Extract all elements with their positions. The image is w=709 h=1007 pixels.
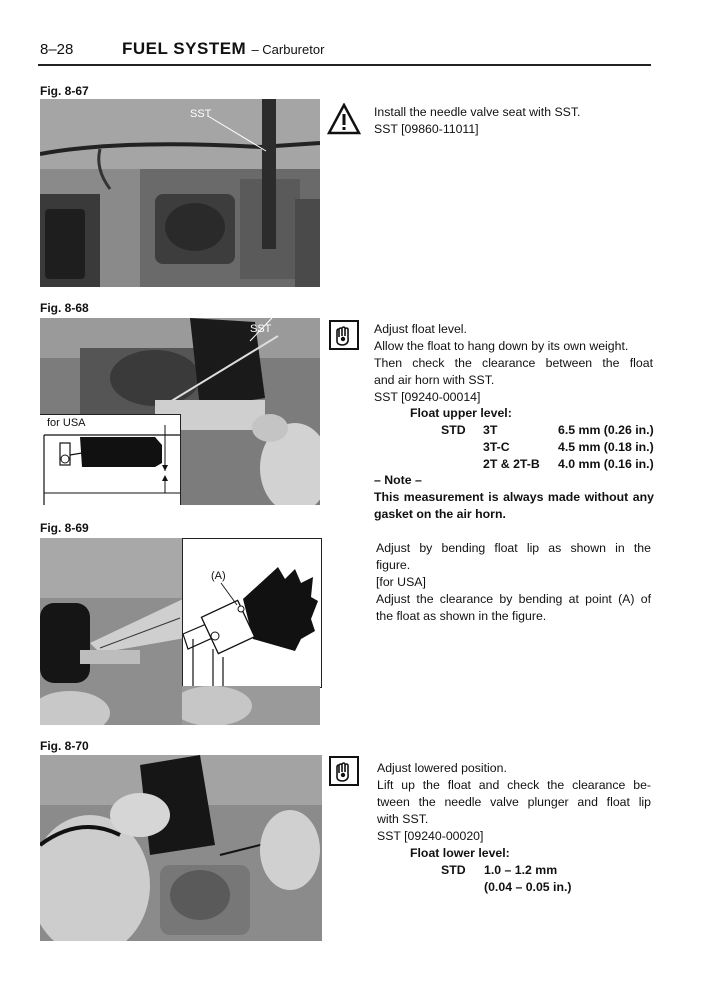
step-4-line: tween the needle valve plunger and float lip <box>377 795 651 809</box>
step-2-sst: SST [09240-00014] <box>374 390 481 404</box>
warning-triangle-icon <box>327 103 361 135</box>
note-line: gasket on the air horn. <box>374 507 506 521</box>
spec-heading: Float upper level: <box>410 406 512 420</box>
fig-8-69-diagram <box>182 538 322 688</box>
hand-check-icon <box>329 756 359 786</box>
fig-8-68-label: Fig. 8-68 <box>40 301 89 315</box>
step-3-line: figure. <box>376 558 411 572</box>
step-4-line: with SST. <box>377 812 429 826</box>
page-number: 8–28 <box>40 41 74 58</box>
fig-8-67-photo <box>40 99 320 287</box>
step-3-text <box>376 540 651 625</box>
for-usa-label: for USA <box>47 417 86 429</box>
step-3-line: [for USA] <box>376 575 426 589</box>
spec-value: 1.0 – 1.2 mm <box>484 863 558 877</box>
sst-callout: SST <box>250 323 272 335</box>
section-name: FUEL SYSTEM <box>122 39 247 58</box>
step-2-line: Adjust float level. <box>374 322 467 336</box>
header-rule <box>38 64 651 66</box>
section-subtitle: – Carburetor <box>251 42 325 57</box>
note-title: – Note – <box>374 473 422 487</box>
step-3-line: the float as shown in the figure. <box>376 609 547 623</box>
step-3-line: Adjust by bending float lip as shown in the <box>376 541 651 555</box>
step-1-text <box>374 104 654 138</box>
fig-8-69-photo <box>40 538 185 725</box>
fig-8-69-label: Fig. 8-69 <box>40 521 89 535</box>
fig-8-70-photo <box>40 755 322 941</box>
step-2-line: and air horn with SST. <box>374 373 495 387</box>
spec-value: 4.0 mm (0.16 in.) <box>558 457 654 471</box>
fig-8-68-photo <box>40 318 320 505</box>
float-upper-spec <box>374 405 659 473</box>
point-a-callout: (A) <box>211 570 226 582</box>
fig-8-67-label: Fig. 8-67 <box>40 84 89 98</box>
step-3-line: Adjust the clearance by bending at point (A) of <box>376 592 651 606</box>
step-4-line: Lift up the float and check the clearance be- <box>377 778 651 792</box>
sst-callout: SST <box>190 108 212 120</box>
float-lower-spec <box>377 845 647 896</box>
step-2-text <box>374 321 653 406</box>
spec-value: 6.5 mm (0.26 in.) <box>558 423 654 437</box>
spec-heading: Float lower level: <box>410 846 510 860</box>
for-usa-inset <box>40 414 181 505</box>
step-1-sst: SST [09860-11011] <box>374 122 479 136</box>
hand-check-icon <box>329 320 359 350</box>
step-4-line: Adjust lowered position. <box>377 761 507 775</box>
spec-engine: 3T <box>483 423 498 437</box>
note-block <box>374 472 654 523</box>
spec-std: STD <box>441 863 466 877</box>
spec-value-in: (0.04 – 0.05 in.) <box>484 880 572 894</box>
fig-8-69-photo-lower <box>182 686 320 725</box>
spec-engine: 3T-C <box>483 440 510 454</box>
spec-std: STD <box>441 423 466 437</box>
step-2-line: Allow the float to hang down by its own weight. <box>374 339 629 353</box>
step-4-text <box>377 760 651 845</box>
step-1-line: Install the needle valve seat with SST. <box>374 105 581 119</box>
step-2-line: Then check the clearance between the float <box>374 356 653 370</box>
section-title <box>122 39 324 59</box>
step-4-sst: SST [09240-00020] <box>377 829 484 843</box>
spec-value: 4.5 mm (0.18 in.) <box>558 440 654 454</box>
fig-8-70-label: Fig. 8-70 <box>40 739 89 753</box>
spec-engine: 2T & 2T-B <box>483 457 540 471</box>
note-line: This measurement is always made without any <box>374 490 654 504</box>
